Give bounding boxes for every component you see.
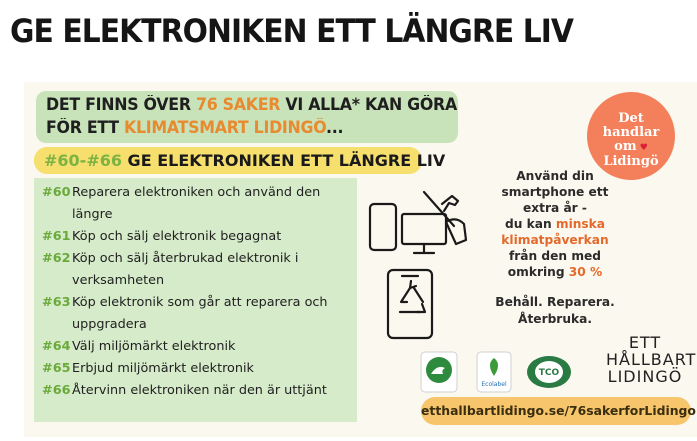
action-text: Köp och sälj återbrukad elektronik i verksamheten: [72, 251, 299, 288]
list-item: [42, 182, 357, 226]
action-number: #63: [42, 295, 71, 310]
list-item: [42, 292, 357, 336]
action-text: Erbjud miljömärkt elektronik: [72, 361, 254, 376]
list-item: [42, 380, 357, 402]
heart-icon: ♥: [636, 143, 648, 153]
action-text: Köp och sälj elektronik begagnat: [72, 229, 282, 244]
tip-line: Använd din: [516, 169, 594, 183]
action-text: Köp elektronik som går att reparera och uppgradera: [72, 295, 328, 332]
tip-text-part: omkring: [507, 265, 569, 279]
page-title: GE ELEKTRONIKEN ETT LÄNGRE LIV: [10, 12, 574, 50]
det-handlar-om-lidingo-logo: [587, 92, 675, 180]
action-number: #65: [42, 361, 71, 376]
headline-highlight: 76 SAKER: [195, 95, 281, 114]
action-text: Välj miljömärkt elektronik: [72, 339, 236, 354]
tip-line: [486, 216, 624, 232]
motto-text: [486, 294, 624, 328]
website-link[interactable]: etthallbartlidingo.se/76sakerforLidingo: [421, 397, 691, 425]
list-item: [42, 226, 357, 248]
brand-line: ETT: [628, 333, 662, 352]
brand-line: LIDINGÖ: [607, 367, 683, 386]
headline-text: DET FINNS ÖVER: [46, 95, 196, 114]
action-number: #64: [42, 339, 71, 354]
tip-highlight: klimatpåverkan: [501, 233, 609, 247]
info-card: [24, 82, 697, 437]
list-item: [42, 358, 357, 380]
badge-line: om ♥: [614, 139, 648, 154]
tip-text-part: du kan: [504, 217, 556, 231]
tip-line: smartphone ett: [501, 185, 609, 199]
badge-line: Det: [618, 111, 644, 126]
tip-line: extra år -: [523, 201, 587, 215]
action-list: [34, 178, 357, 422]
motto-line: Behåll. Reparera.: [495, 295, 615, 309]
headline-text: ...: [326, 118, 344, 137]
action-text: Återvinn elektroniken när den är uttjänt: [72, 383, 327, 398]
section-bar: [34, 147, 446, 174]
action-number: #62: [42, 251, 71, 266]
recycle-phone-icon: [388, 270, 432, 338]
tip-line: från den med: [508, 249, 602, 263]
repair-devices-icon: [370, 192, 466, 253]
device-illustration: [364, 182, 484, 342]
brand-line: HÅLLBART: [606, 350, 697, 369]
action-text: Reparera elektroniken och använd den längre: [72, 185, 321, 222]
badge-line: Lidingö: [603, 154, 659, 169]
headline-line-2: [46, 116, 432, 139]
section-range: #60-#66: [44, 151, 122, 170]
headline-text: VI ALLA* KAN GÖRA: [280, 95, 457, 114]
motto-line: Återbruka.: [518, 312, 592, 326]
headline-line-1: [46, 93, 457, 116]
tip-highlight: minska: [555, 217, 606, 231]
swan-ecolabel-icon: [421, 352, 457, 392]
action-number: #66: [42, 383, 71, 398]
tip-text: [486, 168, 624, 280]
list-item: [42, 248, 357, 292]
eu-ecolabel-icon: [477, 352, 511, 392]
action-number: #60: [42, 185, 71, 200]
headline-highlight: KLIMATSMART LIDINGÖ: [124, 118, 327, 137]
eco-labels: [419, 350, 599, 394]
tco-certified-icon: [527, 356, 571, 388]
list-item: [42, 336, 357, 358]
tip-highlight: 30 %: [568, 265, 603, 279]
ett-hallbart-lidingo-logo: [606, 333, 697, 386]
tco-text: TCO: [538, 368, 560, 378]
headline-box: [36, 91, 458, 143]
section-title: GE ELEKTRONIKEN ETT LÄNGRE LIV: [121, 151, 446, 170]
tip-line: [486, 264, 624, 280]
ecolabel-text: Ecolabel: [481, 381, 507, 388]
action-number: #61: [42, 229, 71, 244]
headline-text: FÖR ETT: [46, 118, 125, 137]
badge-line: handlar: [602, 125, 660, 140]
